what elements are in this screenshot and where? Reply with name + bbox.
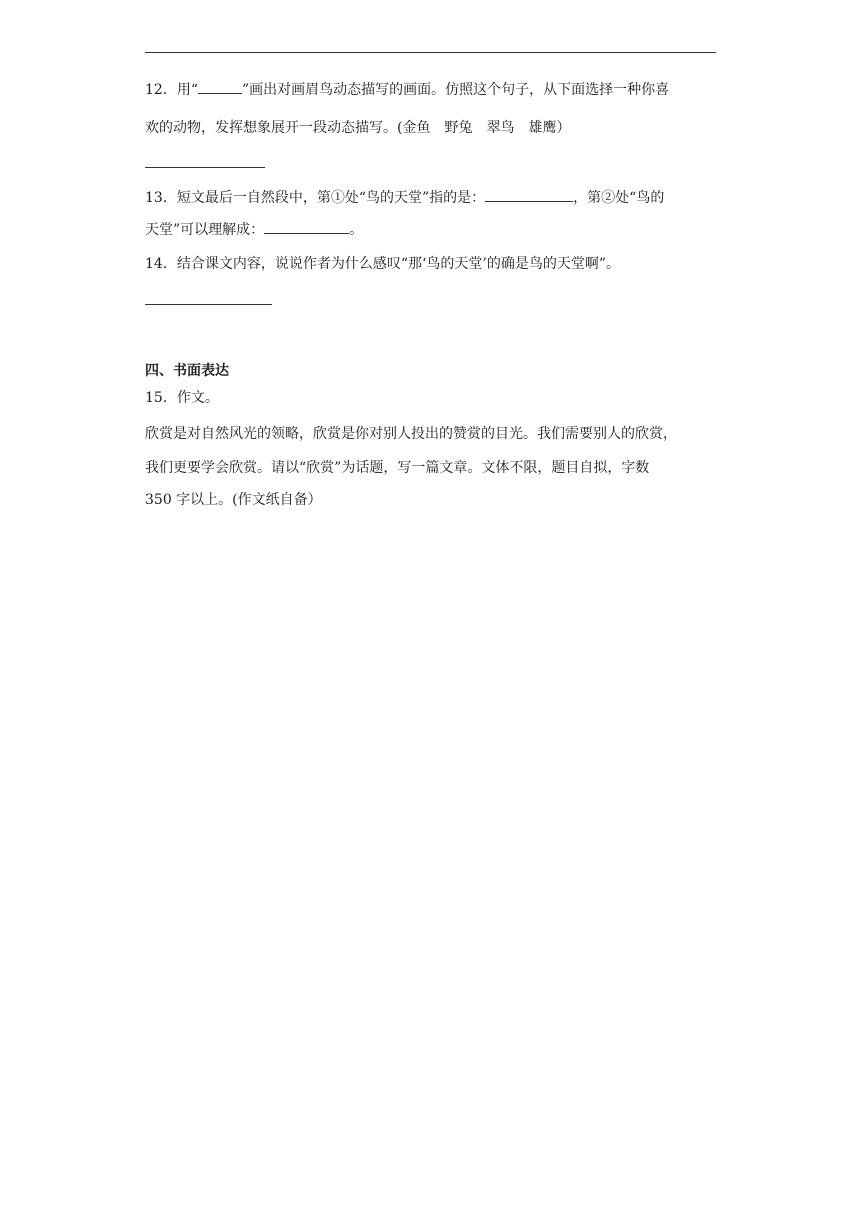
q12-text-before: 用“ — [176, 82, 198, 98]
q14-answer-line[interactable] — [145, 304, 272, 305]
q13-line2-end: 。 — [349, 222, 364, 238]
q15-prompt-line-3: 350 字以上。(作文纸自备） — [145, 492, 322, 508]
q13-line-2 — [145, 219, 363, 239]
q15-title: 作文。 — [176, 390, 219, 406]
q14-number: 14． — [145, 256, 177, 272]
q12-inline-blank — [198, 79, 242, 94]
q13-text-2: ，第②处“鸟的 — [573, 190, 665, 206]
q12-line-1 — [145, 79, 669, 99]
q12-text-after: ”画出对画眉鸟动态描写的画面。仿照这个句子，从下面选择一种你喜 — [242, 82, 670, 98]
q12-line-2: 欢的动物，发挥想象展开一段动态描写。(金鱼 野兔 翠鸟 雄鹰） — [145, 120, 571, 136]
q13-text-1: 短文最后一自然段中，第①处“鸟的天堂”指的是： — [176, 190, 486, 206]
section-4-heading: 四、书面表达 — [145, 363, 229, 379]
q12-number: 12． — [145, 82, 177, 98]
q15-number: 15． — [145, 390, 177, 406]
q13-line-1 — [145, 187, 664, 207]
q13-blank-1[interactable] — [485, 187, 573, 202]
q13-blank-2[interactable] — [264, 219, 349, 234]
q13-number: 13． — [145, 190, 177, 206]
q14-line — [145, 255, 620, 273]
q15-heading-line — [145, 389, 219, 407]
q13-line2-start: 天堂”可以理解成： — [145, 222, 265, 238]
q14-text: 结合课文内容，说说作者为什么感叹“那‘鸟的天堂’的确是鸟的天堂啊”。 — [176, 256, 621, 272]
header-rule — [145, 52, 716, 53]
q12-answer-line[interactable] — [145, 167, 265, 168]
q15-prompt-line-1: 欣赏是对自然风光的领略，欣赏是你对别人投出的赞赏的目光。我们需要别人的欣赏， — [145, 426, 677, 442]
q15-prompt-line-2: 我们更要学会欣赏。请以“欣赏”为话题，写一篇文章。文体不限，题目自拟，字数 — [145, 460, 650, 476]
